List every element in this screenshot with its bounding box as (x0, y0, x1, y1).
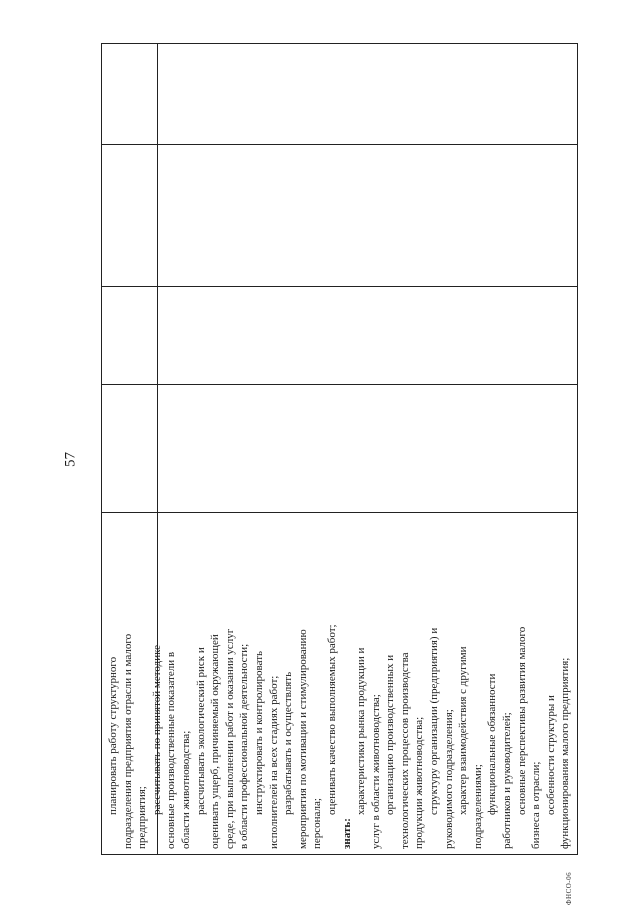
text-line: оценивать ущерб, причиняемый окружающей (209, 634, 222, 849)
text-line: исполнителей на всех стадиях работ; (267, 675, 280, 849)
competency-text (104, 513, 576, 853)
text-line: характеристики рынка продукции и (355, 647, 368, 815)
text-line: бизнеса в отрасли; (530, 761, 543, 849)
text-line: подразделениями; (471, 764, 484, 849)
text-line: структуру организации (предприятия) и (428, 627, 441, 815)
text-line: основные производственные показатели в (165, 651, 178, 849)
text-line: предприятия; (136, 786, 149, 849)
text-line: рассчитывать по принятой методике (150, 644, 163, 815)
text-line: планировать работу структурного (107, 656, 119, 815)
text-line: рассчитывать экологический риск и (194, 647, 207, 815)
text-line: области животноводства; (179, 730, 192, 849)
table-row-divider (102, 144, 577, 145)
text-line: в области профессиональной деятельности; (238, 643, 251, 849)
competency-cell (104, 513, 576, 853)
text-line: работников и руководителей; (501, 712, 514, 849)
footer-code: ФНСО-06 (565, 871, 573, 905)
text-line: характер взаимодействия с другими (457, 646, 470, 815)
text-line: функциональные обязанности (486, 673, 499, 815)
text-line: среде, при выполнении работ и оказании услуг (223, 628, 236, 849)
text-line: инструктировать и контролировать (252, 650, 265, 815)
text-line: функционирования малого предприятия; (559, 657, 572, 849)
text-line: технологических процессов производства (398, 652, 411, 849)
text-line: продукции животноводства; (413, 716, 426, 849)
page-number: 57 (62, 452, 79, 467)
text-line: подразделения предприятия отрасли и малого (121, 633, 134, 849)
text-line: услуг в области животноводства; (369, 694, 382, 849)
text-line: оценивать качество выполняемых работ; (325, 624, 338, 815)
text-line: разрабатывать и осуществлять (282, 671, 295, 815)
text-line: персонала; (311, 798, 324, 849)
table-row-divider (102, 286, 577, 287)
text-line: руководимого подразделения; (442, 709, 455, 849)
text-line: мероприятия по мотивации и стимулированию (296, 629, 309, 849)
text-line: основные перспективы развития малого (515, 626, 528, 815)
text-line: знать: (340, 818, 353, 849)
text-line: организацию производственных и (384, 654, 397, 815)
text-line: особенности структуры и (544, 695, 557, 815)
table-row-divider (102, 384, 577, 385)
